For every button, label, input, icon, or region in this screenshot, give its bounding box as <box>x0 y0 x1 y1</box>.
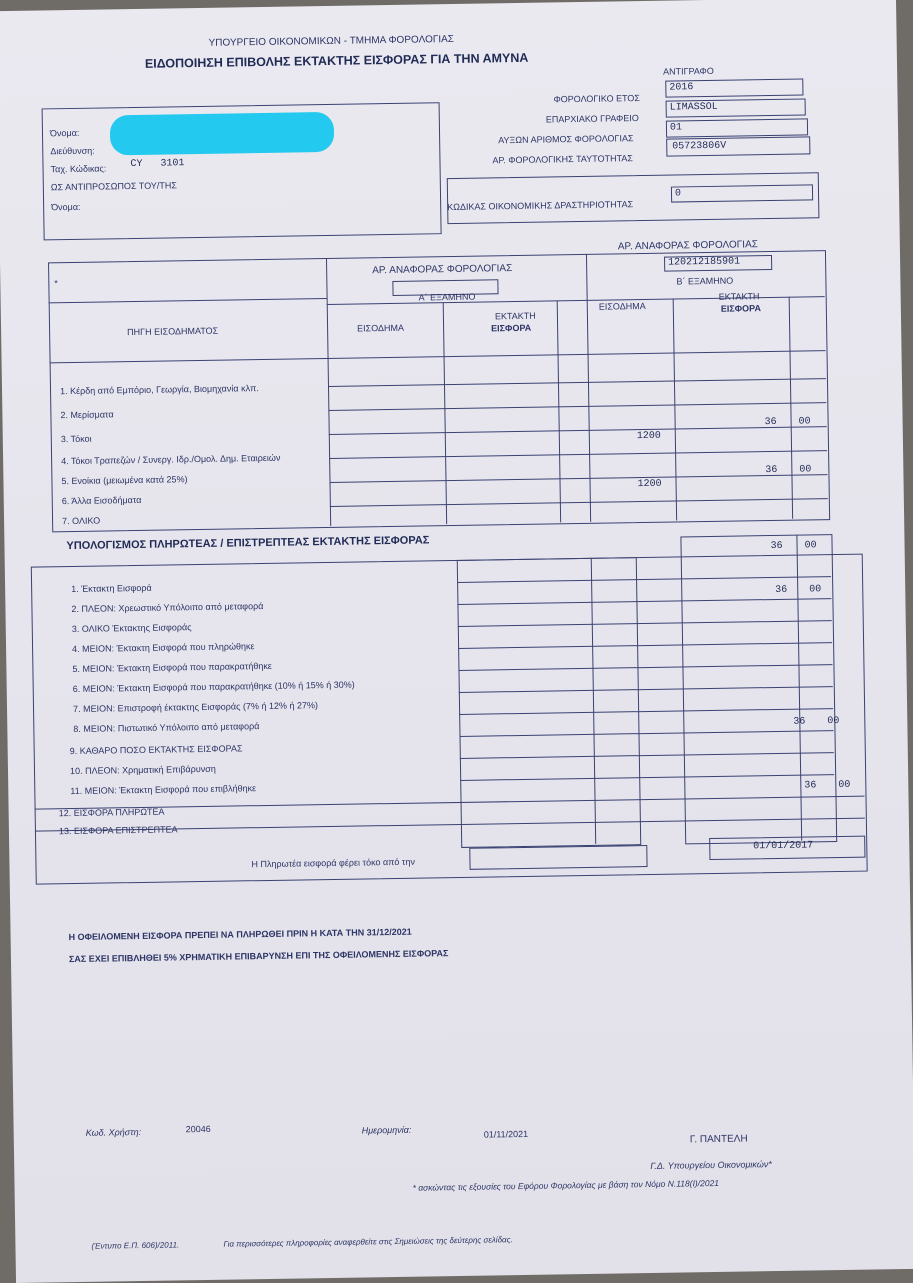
income-row-7-label: 7. ΟΛΙΚΟ <box>62 515 101 527</box>
interest-left-field <box>469 845 647 870</box>
district-office-value: LIMASSOL <box>669 101 718 114</box>
name-label: Όνομα: <box>49 127 80 139</box>
income-row-1-label: 1. Κέρδη από Εμπόριο, Γεωργία, Βιομηχανία κλπ. <box>59 383 259 397</box>
income-row-7-income-b: 1200 <box>637 478 662 491</box>
postcode-label: Ταχ. Κώδικας: <box>50 163 107 175</box>
calc-row-10-label: 10. ΠΛΕΟΝ: Χρηματική Επιβάρυνση <box>69 763 216 777</box>
calc-row-6-label: 6. ΜΕΙΟΝ: Έκτακτη Εισφορά που παρακρατήθηκε (10% ή 15% ή 30%) <box>72 679 355 695</box>
income-row-4-cents-b: 00 <box>798 416 811 428</box>
calc-title: ΥΠΟΛΟΓΙΣΜΟΣ ΠΛΗΡΩΤΕΑΣ / ΕΠΙΣΤΡΕΠΤΕΑΣ ΕΚΤΑΚΤΗΣ ΕΙΣΦΟΡΑΣ <box>66 534 430 553</box>
tax-year-label: ΦΟΡΟΛΟΓΙΚΟ ΕΤΟΣ <box>553 93 641 105</box>
user-code-value: 20046 <box>185 1123 211 1135</box>
copy-label: ΑΝΤΙΓΡΑΦΟ <box>663 65 714 77</box>
contribution-header-b-2: ΕΙΣΦΟΡΑ <box>720 303 762 314</box>
income-row-4-label: 4. Τόκοι Τραπεζών / Συνεργ. Ιδρ./Ομολ. Δημ. Εταιρειών <box>61 452 281 467</box>
signatory-title: Γ.Δ. Υπουργείου Οικονομικών* <box>650 1159 772 1172</box>
calc-row-12-label: 12. ΕΙΣΦΟΡΑ ΠΛΗΡΩΤΕΑ <box>58 806 165 819</box>
address-label: Διεύθυνση: <box>50 145 95 157</box>
half-a-label: Α΄ ΕΞΑΜΗΝΟ <box>418 291 476 303</box>
income-row-7-euros-b: 36 <box>765 464 778 477</box>
user-code-label: Κωδ. Χρήστη: <box>85 1127 142 1138</box>
calc-row-11-euros: 36 <box>804 780 817 792</box>
calc-row-7-label: 7. ΜΕΙΟΝ: Επιστροφή έκτακτης Εισφοράς (7% ή 12% ή 27%) <box>72 700 319 715</box>
tax-id-value: 05723806V <box>672 140 727 153</box>
activity-code-field <box>671 184 813 202</box>
calc-row-13-label: 13. ΕΙΣΦΟΡΑ ΕΠΙΣΤΡΕΠΤΕΑ <box>58 824 178 837</box>
serial-number-label: ΑΥΞΩΝ ΑΡΙΘΜΟΣ ΦΟΡΟΛΟΓΙΑΣ <box>498 133 634 146</box>
calc-row-5-label: 5. ΜΕΙΟΝ: Έκτακτη Εισφορά που παρακρατήθηκε <box>72 660 272 675</box>
serial-number-value: 01 <box>669 122 683 134</box>
calc-row-1-label: 1. Έκτακτη Εισφορά <box>71 582 152 595</box>
contribution-header-a-2: ΕΙΣΦΟΡΑ <box>491 322 532 334</box>
form-code: (Έντυπο Ε.Π. 606)/2011. <box>91 1240 180 1251</box>
calc-row-8-cents: 00 <box>827 715 840 728</box>
representative-label: ΩΣ ΑΝΤΙΠΡΟΣΩΠΟΣ ΤΟΥ/ΤΗΣ <box>50 180 178 193</box>
income-row-4-euros-b: 36 <box>764 416 777 429</box>
activity-code-value: 0 <box>674 188 682 200</box>
authority-note: * ασκώντας τις εξουσίες του Εφόρου Φορολογίας με βάση τον Νόμο Ν.118(Ι)/2021 <box>412 1177 720 1193</box>
calc-row-4-label: 4. ΜΕΙΟΝ: Έκτακτη Εισφορά που πληρώθηκε <box>72 641 255 655</box>
income-row-5-label: 5. Ενοίκια (μειωμένα κατά 25%) <box>61 474 188 487</box>
tax-id-label: ΑΡ. ΦΟΡΟΛΟΓΙΚΗΣ ΤΑΥΤΟΤΗΤΑΣ <box>492 153 634 166</box>
date-value: 01/11/2021 <box>483 1128 529 1140</box>
activity-code-label: ΚΩΔΙΚΑΣ ΟΙΚΟΝΟΜΙΚΗΣ ΔΡΑΣΤΗΡΙΟΤΗΤΑΣ <box>447 199 634 213</box>
interest-date-value: 01/01/2017 <box>753 840 814 853</box>
surcharge-notice: ΣΑΣ ΕΧΕΙ ΕΠΙΒΛΗΘΕΙ 5% ΧΡΗΜΑΤΙΚΗ ΕΠΙΒΑΡΥΝΣΗ ΕΠΙ ΤΗΣ ΟΦΕΙΛΟΜΕΝΗΣ ΕΙΣΦΟΡΑΣ <box>68 948 449 965</box>
source-header: ΠΗΓΗ ΕΙΣΟΔΗΜΑΤΟΣ <box>127 325 219 338</box>
income-header-b: ΕΙΣΟΔΗΜΑ <box>598 300 646 312</box>
calc-row-3-label: 3. ΟΛΙΚΟ Έκτακτης Εισφοράς <box>71 622 192 635</box>
income-row-3-label: 3. Τόκοι <box>60 433 92 445</box>
date-label: Ημερομηνία: <box>361 1124 412 1136</box>
contribution-header-b-1: ΕΚΤΑΚΤΗ <box>718 291 760 302</box>
ref-label-a: ΑΡ. ΑΝΑΦΟΡΑΣ ΦΟΡΟΛΟΓΙΑΣ <box>372 263 513 277</box>
calc-row-3-cents: 00 <box>809 584 822 596</box>
star-mark: * <box>54 278 58 289</box>
calc-row-8-label: 8. ΜΕΙΟΝ: Πιστωτικό Υπόλοιπο από μεταφορά <box>73 721 260 735</box>
income-row-6-label: 6. Άλλα Εισοδήματα <box>61 494 142 507</box>
calc-row-8-euros: 36 <box>793 716 806 728</box>
calc-row-2-label: 2. ΠΛΕΟΝ: Χρεωστικό Υπόλοιπο από μεταφορά <box>71 601 264 615</box>
serial-number-field <box>666 118 808 137</box>
income-row-2-label: 2. Μερίσματα <box>60 409 114 421</box>
signatory-name: Γ. ΠΑΝΤΕΛΗ <box>689 1133 748 1146</box>
contribution-header-a-1: ΕΚΤΑΚΤΗ <box>494 310 536 322</box>
more-info-note: Για περισσότερες πληροφορίες αναφερθείτε στις Σημειώσεις της δεύτερης σελίδας. <box>223 1235 513 1249</box>
payment-deadline-notice: Η ΟΦΕΙΛΟΜΕΝΗ ΕΙΣΦΟΡΑ ΠΡΕΠΕΙ ΝΑ ΠΛΗΡΩΘΕΙ ΠΡΙΝ Η ΚΑΤΑ ΤΗΝ 31/12/2021 <box>68 926 412 943</box>
calc-row-9-label: 9. ΚΑΘΑΡΟ ΠΟΣΟ ΕΚΤΑΚΤΗΣ ΕΙΣΦΟΡΑΣ <box>69 743 243 757</box>
calc-row-11-cents: 00 <box>838 779 851 792</box>
ref-value-b: 120212185901 <box>668 256 741 269</box>
ministry-label: ΥΠΟΥΡΓΕΙΟ ΟΙΚΟΝΟΜΙΚΩΝ - ΤΜΗΜΑ ΦΟΡΟΛΟΓΙΑΣ <box>208 33 455 49</box>
income-header-a: ΕΙΣΟΔΗΜΑ <box>357 322 405 334</box>
income-row-4-income-b: 1200 <box>636 430 661 443</box>
calc-row-1-euros: 36 <box>770 540 783 553</box>
postcode-value: 3101 <box>160 158 185 170</box>
ref-label-b: ΑΡ. ΑΝΑΦΟΡΑΣ ΦΟΡΟΛΟΓΙΑΣ <box>617 239 758 253</box>
income-row-7-cents-b: 00 <box>799 464 812 476</box>
calc-row-11-label: 11. ΜΕΙΟΝ: Έκτακτη Εισφορά που επιβλήθηκε <box>70 783 257 797</box>
calc-row-3-euros: 36 <box>775 584 788 596</box>
interest-label: Η Πληρωτέα εισφορά φέρει τόκο από την <box>251 856 416 870</box>
country-code: CY <box>130 158 143 171</box>
district-office-label: ΕΠΑΡΧΙΑΚΟ ΓΡΑΦΕΙΟ <box>545 113 639 125</box>
calc-row-1-cents: 00 <box>804 540 817 552</box>
name2-label: Όνομα: <box>51 201 81 213</box>
tax-year-value: 2016 <box>669 82 694 94</box>
half-b-label: Β΄ ΕΞΑΜΗΝΟ <box>676 275 734 287</box>
redaction-mark <box>110 112 335 156</box>
page-title: ΕΙΔΟΠΟΙΗΣΗ ΕΠΙΒΟΛΗΣ ΕΚΤΑΚΤΗΣ ΕΙΣΦΟΡΑΣ ΓΙΑ ΤΗΝ ΑΜΥΝΑ <box>144 50 529 71</box>
